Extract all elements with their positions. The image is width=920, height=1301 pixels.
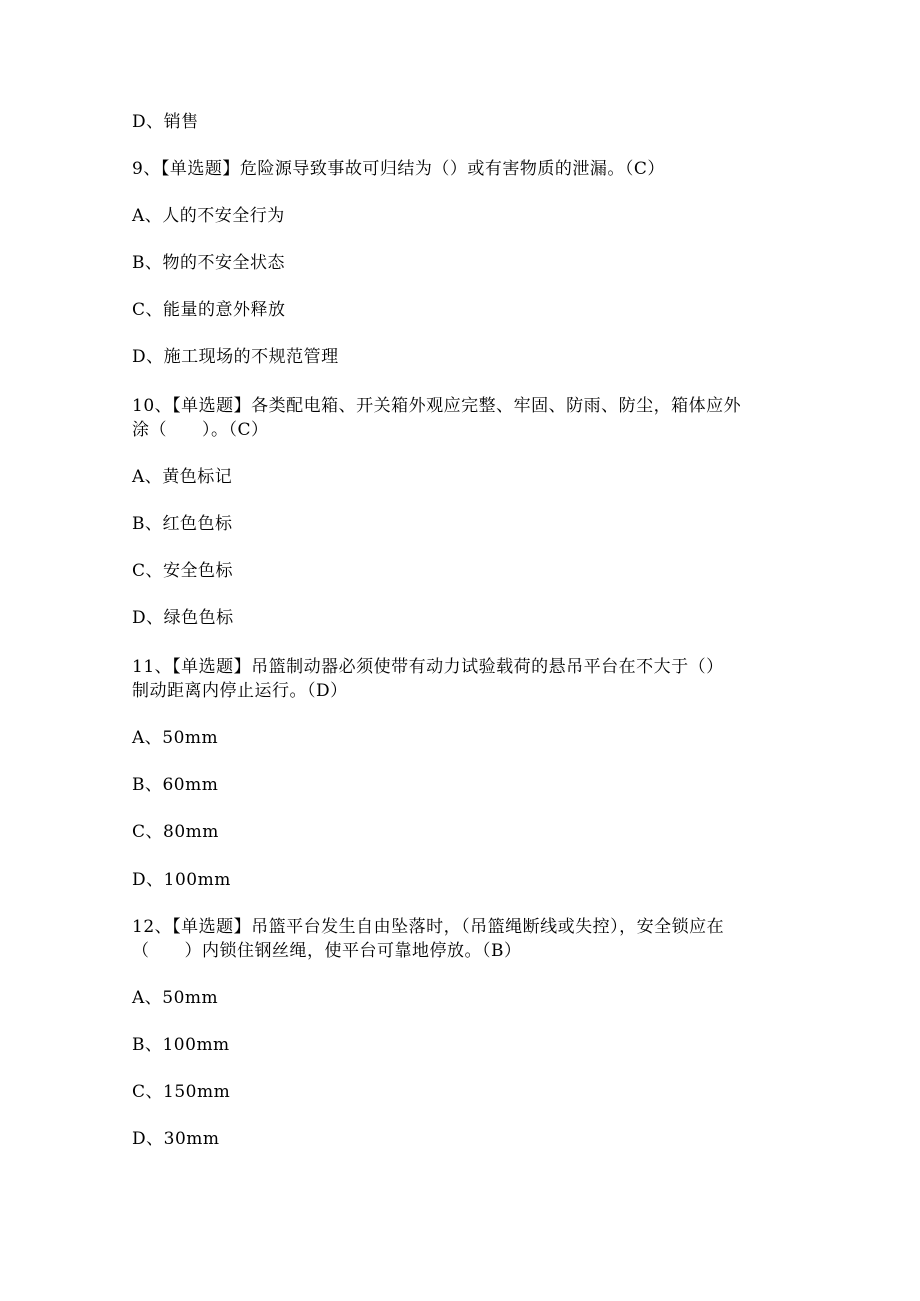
q12-option-d: D、30mm	[132, 1129, 220, 1149]
q9-option-b: B、物的不安全状态	[132, 253, 285, 273]
q11-question-line1: 11、【单选题】吊篮制动器必须使带有动力试验载荷的悬吊平台在不大于（）	[132, 657, 724, 677]
q11-option-a: A、50mm	[132, 728, 219, 748]
q12-question-line2: （ ）内锁住钢丝绳，使平台可靠地停放。（B）	[132, 941, 522, 961]
q11-question-line2: 制动距离内停止运行。（D）	[132, 681, 348, 701]
q10-option-c: C、安全色标	[132, 561, 234, 581]
q9-question: 9、【单选题】危险源导致事故可归结为（）或有害物质的泄漏。（C）	[132, 159, 665, 179]
q10-option-b: B、红色色标	[132, 514, 233, 534]
q9-option-d: D、施工现场的不规范管理	[132, 347, 339, 367]
q11-option-b: B、60mm	[132, 775, 219, 795]
q12-option-c: C、150mm	[132, 1082, 231, 1102]
q12-option-a: A、50mm	[132, 988, 219, 1008]
q12-question-line1: 12、【单选题】吊篮平台发生自由坠落时，（吊篮绳断线或失控），安全锁应在	[132, 917, 725, 937]
q10-question-line1: 10、【单选题】各类配电箱、开关箱外观应完整、牢固、防雨、防尘，箱体应外	[132, 396, 742, 416]
q9-option-c: C、能量的意外释放	[132, 300, 286, 320]
q10-option-a: A、黄色标记	[132, 467, 233, 487]
q8-option-d: D、销售	[132, 112, 199, 132]
q10-question-line2: 涂（ ）。（C）	[132, 420, 269, 440]
q12-option-b: B、100mm	[132, 1035, 230, 1055]
q10-option-d: D、绿色色标	[132, 608, 234, 628]
q9-option-a: A、人的不安全行为	[132, 206, 285, 226]
q11-option-d: D、100mm	[132, 870, 231, 890]
q11-option-c: C、80mm	[132, 822, 219, 842]
